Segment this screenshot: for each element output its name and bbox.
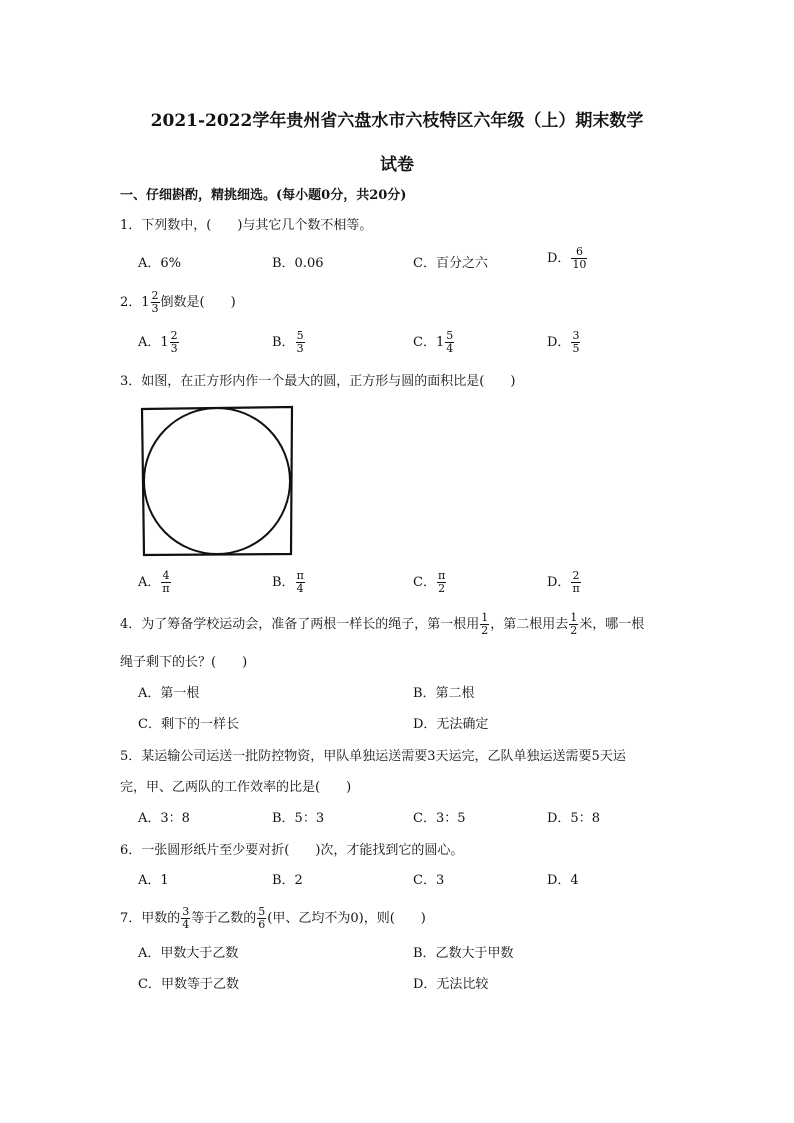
q7-stem-part2: 等于乙数的: [191, 911, 257, 926]
q7-option-d: D．无法比较: [413, 977, 489, 992]
q2-option-a-fraction: [170, 330, 179, 355]
fraction-denominator: 6: [258, 918, 266, 931]
q3-option-a-fraction: [161, 570, 170, 595]
fraction-numerator: 2: [151, 289, 159, 302]
section-heading: 一、仔细斟酌，精挑细选。(每小题0分，共20分): [120, 188, 407, 203]
q3-option-a: [138, 570, 172, 595]
q5-option-b: B．5：3: [272, 811, 325, 826]
inscribed-circle: [144, 408, 290, 554]
q2-stem-suffix: 倒数是( ): [160, 295, 236, 310]
fraction-numerator: π: [296, 569, 304, 582]
fraction-numerator: 2: [572, 569, 580, 582]
q6-option-b: B．2: [272, 873, 303, 888]
q2-stem-prefix: 2．1: [120, 295, 150, 310]
q2-option-c-prefix: C．1: [413, 335, 445, 350]
q3-option-c-prefix: C．: [413, 575, 436, 590]
exam-title-line1: 2021-2022学年贵州省六盘水市六枝特区六年级（上）期末数学: [150, 111, 644, 131]
fraction-denominator: 2: [438, 582, 446, 595]
q3-option-a-prefix: A．: [138, 575, 161, 590]
fraction-numerator: 4: [162, 569, 170, 582]
q4-option-d: D．无法确定: [413, 717, 489, 732]
q7-stem-part3: (甲、乙均不为0)，则( ): [267, 911, 426, 926]
fraction-denominator: 2: [481, 624, 489, 637]
q3-option-d-fraction: [571, 570, 580, 595]
q5-option-a: A．3：8: [138, 811, 190, 826]
q2-option-c: [413, 330, 455, 355]
q4-stem-part3: 米，哪一根: [579, 617, 645, 632]
q7-stem-part1: 7．甲数的: [120, 911, 181, 926]
q1-option-c: C．百分之六: [413, 256, 488, 271]
q1-option-b: B．0.06: [272, 256, 324, 271]
fraction-denominator: 4: [182, 918, 190, 931]
q1-option-d-prefix: D．: [547, 251, 571, 266]
q4-stem-fraction-1: [480, 612, 489, 637]
fraction-denominator: 4: [446, 342, 454, 355]
fraction-numerator: 2: [170, 329, 178, 342]
q3-option-c-fraction: [437, 570, 446, 595]
fraction-numerator: 5: [296, 329, 304, 342]
q4-stem-part2: ，第二根用去: [490, 617, 569, 632]
exam-title-line2: 试卷: [380, 155, 414, 175]
q2-option-d-prefix: D．: [547, 335, 571, 350]
q2-option-d: [547, 330, 581, 355]
fraction-numerator: π: [437, 569, 446, 582]
q4-option-a: A．第一根: [138, 686, 200, 701]
question-5-stem-line2: 完，甲、乙两队的工作效率的比是( ): [120, 780, 352, 795]
q1-option-a: A．6%: [138, 256, 182, 271]
fraction-numerator: 1: [481, 611, 489, 624]
square-with-inscribed-circle-figure: [138, 405, 298, 557]
q3-option-c: [413, 570, 447, 595]
q6-option-a: A．1: [138, 873, 169, 888]
fraction-numerator: 3: [182, 905, 190, 918]
question-4-stem-line1: [120, 612, 644, 637]
q7-option-c: C．甲数等于乙数: [138, 977, 239, 992]
question-1-stem: 1．下列数中，( )与其它几个数不相等。: [120, 218, 373, 233]
q3-option-d-prefix: D．: [547, 575, 571, 590]
fraction-numerator: 3: [572, 329, 580, 342]
q2-stem-fraction: [151, 290, 160, 315]
q6-option-c: C．3: [413, 873, 445, 888]
fraction-denominator: 10: [572, 258, 587, 271]
fraction-numerator: 1: [570, 611, 578, 624]
q4-option-b: B．第二根: [413, 686, 475, 701]
q1-option-d: [547, 246, 588, 271]
q4-option-c: C．剩下的一样长: [138, 717, 239, 732]
fraction-denominator: 3: [151, 302, 159, 315]
q3-option-b-prefix: B．: [272, 575, 295, 590]
fraction-denominator: 5: [572, 342, 580, 355]
q5-option-c: C．3：5: [413, 811, 466, 826]
q5-option-d: D．5：8: [547, 811, 600, 826]
q3-option-d: [547, 570, 582, 595]
q7-stem-fraction-1: [181, 906, 190, 931]
q4-stem-fraction-2: [569, 612, 578, 637]
fraction-denominator: 4: [296, 582, 304, 595]
fraction-denominator: 3: [170, 342, 178, 355]
q6-option-d: D．4: [547, 873, 579, 888]
question-4-stem-line2: 绳子剩下的长？( ): [120, 655, 248, 670]
fraction-denominator: 3: [296, 342, 304, 355]
fraction-numerator: 5: [258, 905, 266, 918]
fraction-denominator: π: [162, 582, 170, 595]
q2-option-a: [138, 330, 180, 355]
q2-option-c-fraction: [445, 330, 454, 355]
q3-option-b-fraction: [296, 570, 305, 595]
q1-option-d-fraction: [571, 246, 587, 271]
q4-stem-part1: 4．为了筹备学校运动会，准备了两根一样长的绳子，第一根用: [120, 617, 480, 632]
q2-option-a-prefix: A．1: [138, 335, 169, 350]
fraction-numerator: 5: [446, 329, 454, 342]
q3-option-b: [272, 570, 306, 595]
q7-option-b: B．乙数大于甲数: [413, 946, 514, 961]
q7-stem-fraction-2: [257, 906, 266, 931]
q7-option-a: A．甲数大于乙数: [138, 946, 239, 961]
q2-option-b: [272, 330, 306, 355]
q2-option-b-fraction: [296, 330, 305, 355]
question-2-stem: [120, 290, 236, 315]
question-6-stem: 6．一张圆形纸片至少要对折( )次，才能找到它的圆心。: [120, 843, 464, 858]
fraction-numerator: 6: [575, 245, 583, 258]
fraction-denominator: π: [572, 582, 580, 595]
question-3-stem: 3．如图，在正方形内作一个最大的圆，正方形与圆的面积比是( ): [120, 374, 516, 389]
question-5-stem-line1: 5．某运输公司运送一批防控物资，甲队单独运送需要3天运完，乙队单独运送需要5天运: [120, 749, 626, 764]
q2-option-b-prefix: B．: [272, 335, 295, 350]
fraction-denominator: 2: [570, 624, 578, 637]
q2-option-d-fraction: [571, 330, 580, 355]
question-7-stem: [120, 906, 426, 931]
